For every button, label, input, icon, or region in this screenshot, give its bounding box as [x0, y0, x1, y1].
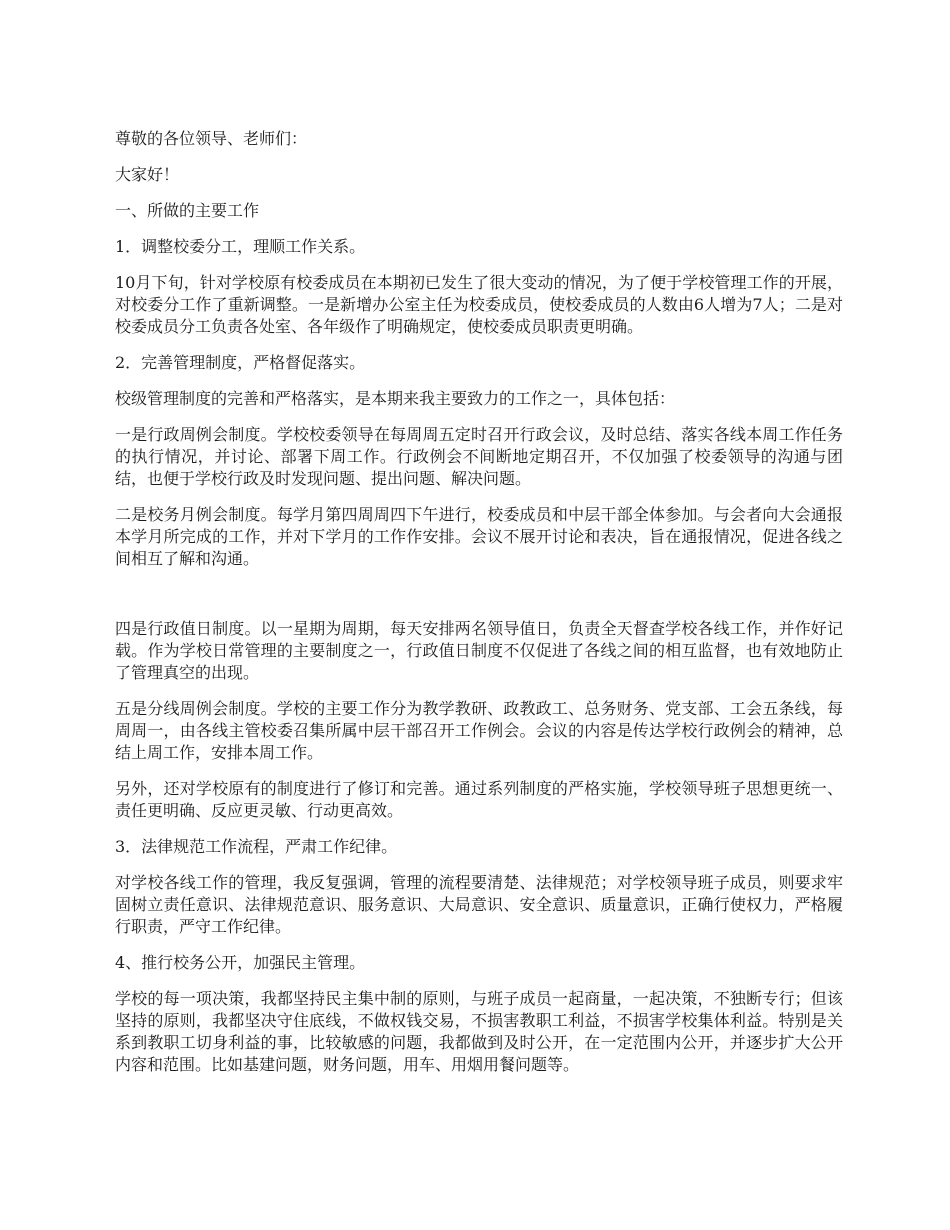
section-heading: 一、所做的主要工作 — [115, 201, 260, 220]
paragraph: 学校的每一项决策，我都坚持民主集中制的原则，与班子成员一起商量，一起决策，不独断专行；但该坚持的原则，我都坚决守住底线，不做权钱交易，不损害教职工利益，不损害学校集体利益。特别是关系到教职工切身利益的事，比较敏感的问题，我都做到及时公开，在一定范围内公开，并逐步扩大公开内容和范围。比如基建问题，财务问题，用车、用烟用餐问题等。 — [115, 989, 843, 1074]
paragraph: 另外，还对学校原有的制度进行了修订和完善。通过系列制度的严格实施，学校领导班子思想更统一、责任更明确、反应更灵敏、行动更高效。 — [115, 779, 843, 820]
subheading: 2．完善管理制度，严格督促落实。 — [115, 353, 366, 372]
salutation: 尊敬的各位领导、老师们： — [115, 129, 308, 148]
paragraph: 一是行政周例会制度。学校校委领导在每周周五定时召开行政会议，及时总结、落实各线本周工作任务的执行情况，并讨论、部署下周工作。行政例会不间断地定期召开，不仅加强了校委领导的沟通与团结，也便于学校行政及时发现问题、提出问题、解决问题。 — [115, 425, 843, 488]
subheading: 4、推行校务公开，加强民主管理。 — [115, 953, 366, 972]
document-body — [115, 128, 843, 1090]
paragraph: 四是行政值日制度。以一星期为周期，每天安排两名领导值日，负责全天督查学校各线工作，并作好记载。作为学校日常管理的主要制度之一，行政值日制度不仅促进了各线之间的相互监督，也有效地防止了管理真空的出现。 — [115, 619, 843, 682]
paragraph: 五是分线周例会制度。学校的主要工作分为教学教研、政教政工、总务财务、党支部、工会五条线，每周周一，由各线主管校委召集所属中层干部召开工作例会。会议的内容是传达学校行政例会的精神，总结上周工作，安排本周工作。 — [115, 699, 843, 762]
paragraph: 校级管理制度的完善和严格落实，是本期来我主要致力的工作之一，具体包括： — [115, 389, 676, 408]
subheading: 1．调整校委分工，理顺工作关系。 — [115, 237, 366, 256]
subheading: 3．法律规范工作流程，严肃工作纪律。 — [115, 837, 398, 856]
paragraph: 二是校务月例会制度。每学月第四周周四下午进行，校委成员和中层干部全体参加。与会者向大会通报本学月所完成的工作，并对下学月的工作作安排。会议不展开讨论和表决，旨在通报情况，促进各线之间相互了解和沟通。 — [115, 505, 843, 568]
paragraph: 对学校各线工作的管理，我反复强调，管理的流程要清楚、法律规范；对学校领导班子成员，则要求牢固树立责任意识、法律规范意识、服务意识、大局意识、安全意识、质量意识，正确行使权力，严格履行职责，严守工作纪律。 — [115, 873, 843, 936]
paragraph: 10月下旬，针对学校原有校委成员在本期初已发生了很大变动的情况，为了便于学校管理工作的开展，对校委分工作了重新调整。一是新增办公室主任为校委成员，使校委成员的人数由6人增为7人；二是对校委成员分工负责各处室、各年级作了明确规定，使校委成员职责更明确。 — [115, 273, 843, 336]
blank-gap — [115, 584, 843, 618]
greeting: 大家好！ — [115, 165, 180, 184]
